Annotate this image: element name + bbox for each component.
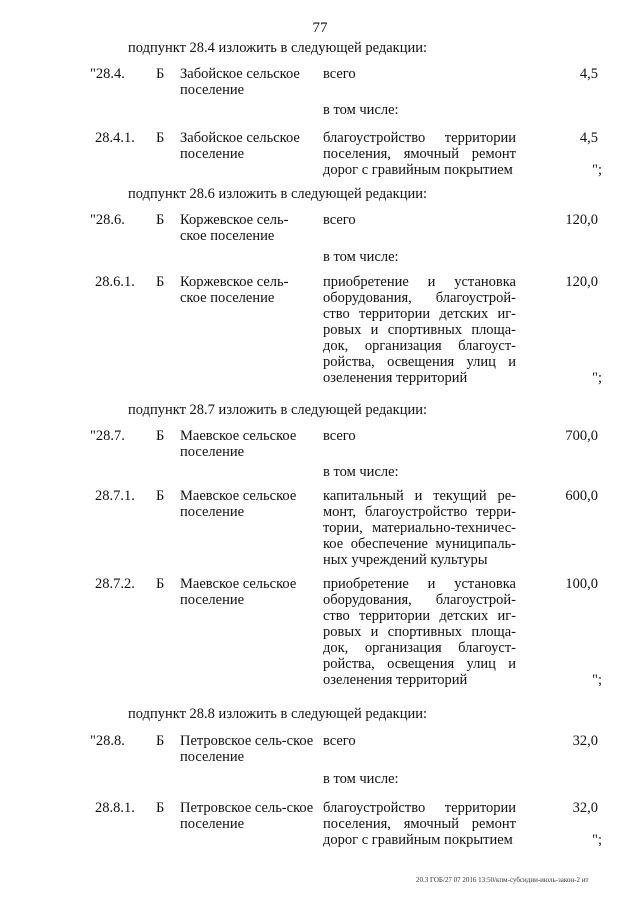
entry-name: Маевское сельское поселение — [180, 576, 297, 608]
entry-amount: 600,0 — [565, 488, 598, 504]
entry-name: Коржевское сель-ское поселение — [180, 212, 289, 244]
entry-description: капитальный и текущий ре-монт, благоустройство терри-тории, материально-техничес-кое обеспечение муниципаль-ных учреждений культуры — [323, 488, 516, 568]
entry-letter: Б — [156, 428, 165, 444]
entry-description: всего — [323, 66, 356, 82]
entry-name: Маевское сельское поселение — [180, 428, 297, 460]
instruction-28-4: подпункт 28.4 изложить в следующей редакции: — [128, 40, 428, 56]
entry-amount: 32,0 — [572, 800, 598, 816]
entry-description: приобретение и установка оборудования, благоустрой-ство территории детских иг-ровых и спортивных площа-док, организация благоуст-ройства, освещения улиц и озеленения территорий — [323, 576, 516, 688]
entry-number: "28.4. — [90, 66, 125, 82]
entry-end-quote: "; — [592, 832, 602, 848]
entry-amount: 4,5 — [579, 66, 598, 82]
entry-description: благоустройство территории поселения, ямочный ремонт дорог с гравийным покрытием — [323, 800, 516, 848]
document-footer: 20.3 ГОБ/27 07 2016 13:50/кпм-субсидии-июль-закон-2 ит — [416, 876, 589, 884]
entry-amount: 100,0 — [565, 576, 598, 592]
entry-number: "28.6. — [90, 212, 125, 228]
entry-description: благоустройство территории поселения, ямочный ремонт дорог с гравийным покрытием — [323, 130, 516, 178]
entry-name: Маевское сельское поселение — [180, 488, 297, 520]
instruction-28-6: подпункт 28.6 изложить в следующей редакции: — [128, 186, 428, 202]
entry-description: всего — [323, 212, 356, 228]
page-number: 77 — [312, 20, 328, 36]
entry-letter: Б — [156, 733, 165, 749]
entry-letter: Б — [156, 212, 165, 228]
entry-amount: 32,0 — [572, 733, 598, 749]
entry-end-quote: "; — [592, 370, 602, 386]
entry-letter: Б — [156, 274, 165, 290]
entry-note: в том числе: — [323, 464, 399, 480]
entry-number: 28.4.1. — [95, 130, 135, 146]
entry-note: в том числе: — [323, 771, 399, 787]
entry-description: всего — [323, 733, 356, 749]
entry-letter: Б — [156, 800, 165, 816]
entry-amount: 120,0 — [565, 212, 598, 228]
entry-number: 28.7.2. — [95, 576, 135, 592]
instruction-28-7: подпункт 28.7 изложить в следующей редакции: — [128, 402, 428, 418]
entry-name: Коржевское сель-ское поселение — [180, 274, 289, 306]
entry-number: 28.7.1. — [95, 488, 135, 504]
entry-number: 28.8.1. — [95, 800, 135, 816]
entry-note: в том числе: — [323, 102, 399, 118]
entry-description: приобретение и установка оборудования, благоустрой-ство территории детских иг-ровых и спортивных площа-док, организация благоуст-ройства, освещения улиц и озеленения территорий — [323, 274, 516, 386]
instruction-28-8: подпункт 28.8 изложить в следующей редакции: — [128, 706, 428, 722]
entry-name: Забойское сельское поселение — [180, 130, 300, 162]
entry-number: 28.6.1. — [95, 274, 135, 290]
entry-description: всего — [323, 428, 356, 444]
entry-amount: 700,0 — [565, 428, 598, 444]
entry-letter: Б — [156, 130, 165, 146]
entry-end-quote: "; — [592, 672, 602, 688]
entry-letter: Б — [156, 66, 165, 82]
entry-amount: 120,0 — [565, 274, 598, 290]
entry-name: Петровское сель-ское поселение — [180, 733, 314, 765]
entry-name: Забойское сельское поселение — [180, 66, 300, 98]
entry-number: "28.8. — [90, 733, 125, 749]
entry-number: "28.7. — [90, 428, 125, 444]
entry-name: Петровское сель-ское поселение — [180, 800, 314, 832]
entry-end-quote: "; — [592, 162, 602, 178]
entry-amount: 4,5 — [579, 130, 598, 146]
entry-letter: Б — [156, 488, 165, 504]
entry-letter: Б — [156, 576, 165, 592]
entry-note: в том числе: — [323, 249, 399, 265]
